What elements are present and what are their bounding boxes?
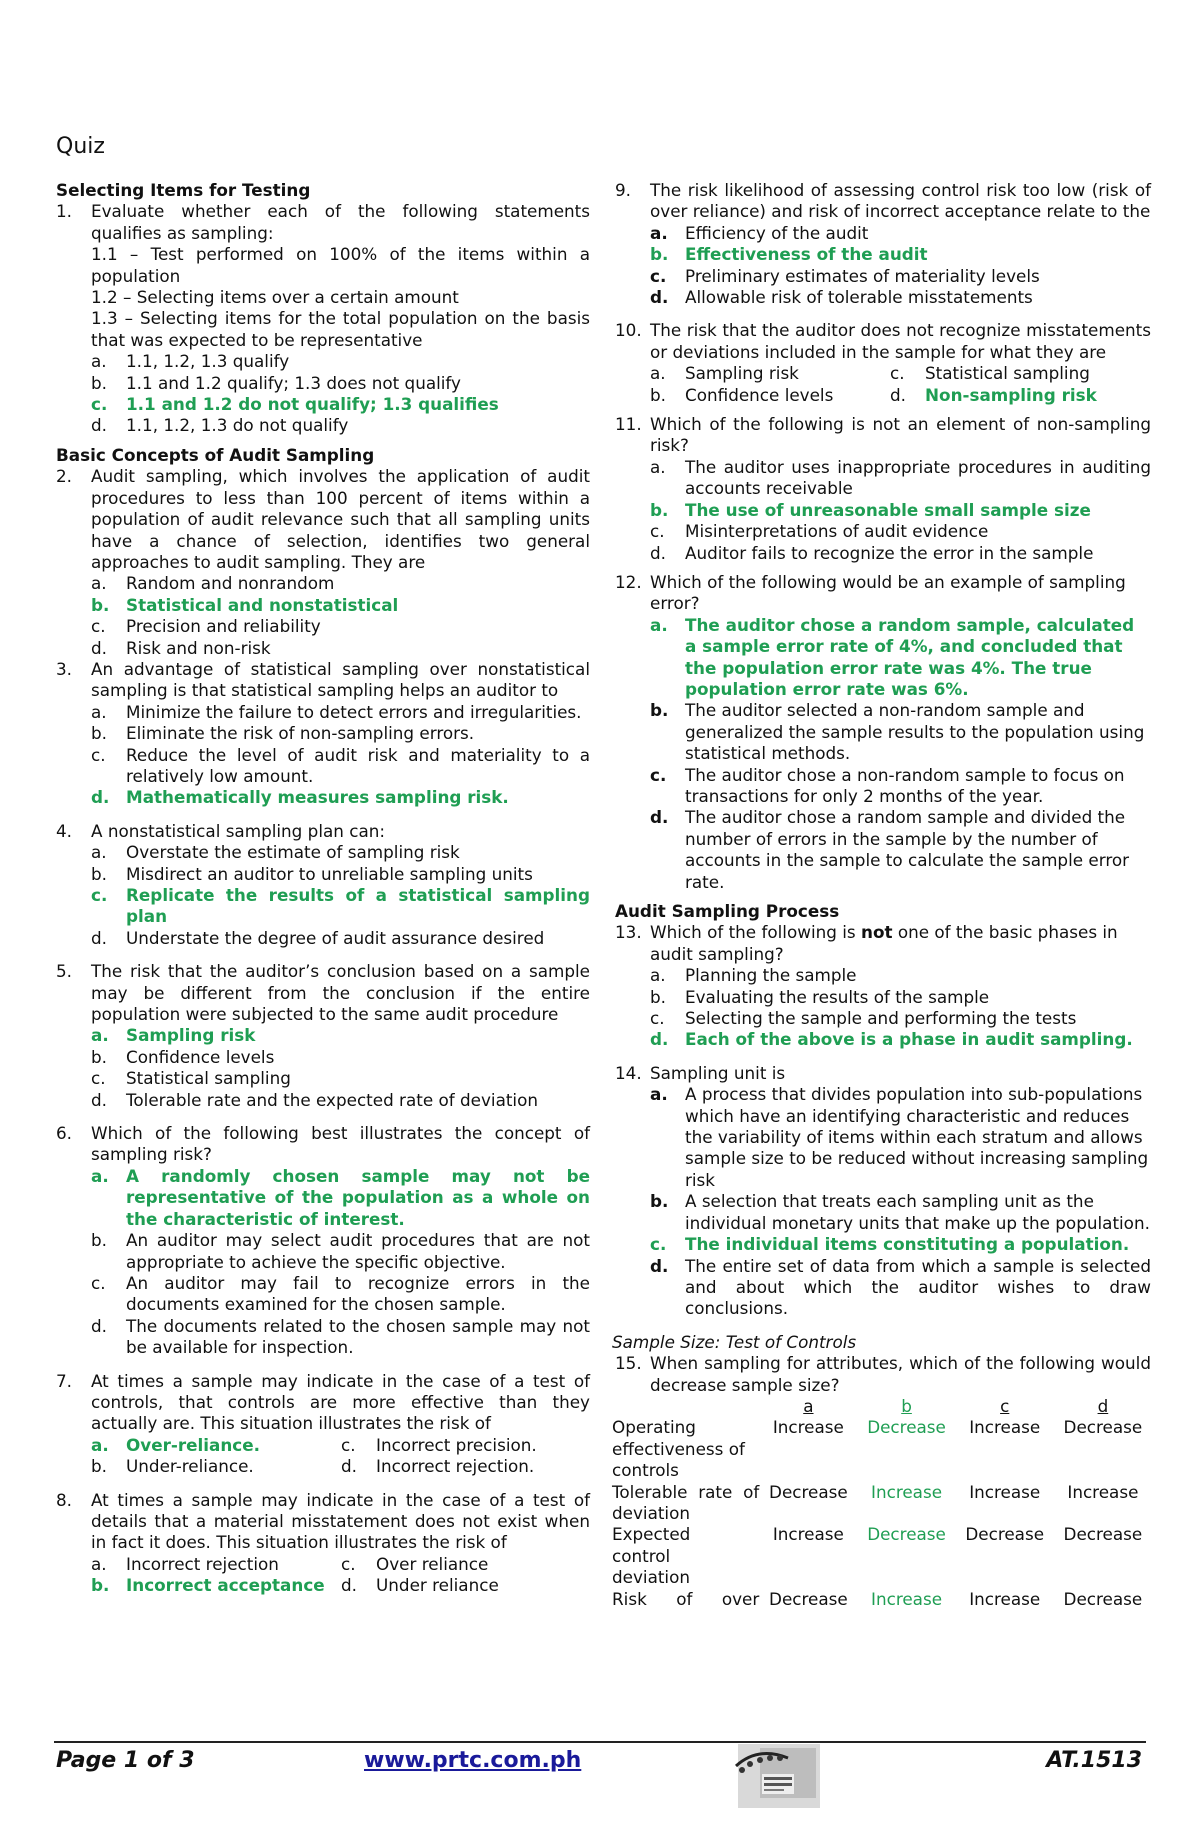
option: d. Tolerable rate and the expected rate of deviation <box>91 1089 538 1110</box>
option: b. 1.1 and 1.2 qualify; 1.3 does not qualify <box>91 372 461 393</box>
page-title: Quiz <box>56 134 105 159</box>
option: d. 1.1, 1.2, 1.3 do not qualify <box>91 415 349 436</box>
question-15: 15. When sampling for attributes, which of the following would decrease sample size? <box>615 1353 1151 1395</box>
option: d. The entire set of data from which a sample is selected and about which the auditor wishes to draw conclusions. <box>650 1255 1151 1319</box>
question-9: 9. The risk likelihood of assessing control risk too low (risk of over reliance) and risk of incorrect acceptance relate to the <box>615 180 1151 222</box>
option-correct: Incorrect acceptance <box>126 1575 325 1596</box>
option: b. The auditor selected a non-random sample and generalized the sample results to the population using statistical methods. <box>650 700 1145 764</box>
option: c. An auditor may fail to recognize errors in the documents examined for the chosen sample. <box>91 1272 590 1315</box>
option: a. Planning the sample <box>650 965 857 986</box>
option-correct: c. The individual items constituting a population. <box>650 1234 1130 1255</box>
option: c. Misinterpretations of audit evidence <box>650 521 989 542</box>
section-heading: Basic Concepts of Audit Sampling <box>56 444 375 465</box>
option: d. The auditor chose a random sample and divided the number of errors in the sample by the number of accounts in the sample to calculate the sample error rate. <box>650 807 1130 892</box>
prtc-logo <box>730 1744 820 1808</box>
option: c. Selecting the sample and performing the tests <box>650 1008 1077 1029</box>
option-correct: c. 1.1 and 1.2 do not qualify; 1.3 qualifies <box>91 394 499 415</box>
section-subheading: Sample Size: Test of Controls <box>612 1331 857 1352</box>
option: c. Precision and reliability <box>91 616 321 637</box>
option: a. The auditor uses inappropriate procedures in auditing accounts receivable <box>650 456 1151 499</box>
option: b. An auditor may select audit procedures that are not appropriate to achieve the specific objective. <box>91 1230 590 1272</box>
table-row: Risk of over Decrease Increase Increase Decrease <box>612 1588 1143 1609</box>
question-8: 8. At times a sample may indicate in the case of a test of details that a material misstatement does not exist when in fact it does. This situation illustrates the risk of <box>56 1489 590 1553</box>
option: d. Allowable risk of tolerable misstatements <box>650 287 1033 308</box>
option: Confidence levels <box>685 384 834 405</box>
option: a. 1.1, 1.2, 1.3 qualify <box>91 351 290 372</box>
option-row: b. Incorrect acceptance d. Under reliance <box>91 1575 499 1596</box>
option-correct: d. Mathematically measures sampling risk. <box>91 787 509 808</box>
question-2: 2. Audit sampling, which involves the application of audit procedures to less than 100 percent of items within a population of audit relevance such that all sampling units have a chance of selection, identifies two general approaches to audit sampling. They are <box>56 466 590 572</box>
option-row: b. Under-reliance. d. Incorrect rejection. <box>91 1456 535 1477</box>
option-correct: Non-sampling risk <box>925 384 1097 405</box>
option-correct: b. Statistical and nonstatistical <box>91 594 399 615</box>
option: a. Minimize the failure to detect errors and irregularities. <box>91 701 582 722</box>
table-header-row: a b c d <box>803 1395 1109 1416</box>
question-5: 5. The risk that the auditor’s conclusion based on a sample may be different from the conclusion if the entire population were subjected to the same audit procedure <box>56 961 590 1025</box>
option-row: a. Sampling risk c. Statistical sampling <box>650 363 1090 384</box>
question-6: 6. Which of the following best illustrates the concept of sampling risk? <box>56 1123 590 1165</box>
option-correct: c. Replicate the results of a statistical sampling plan <box>91 885 590 927</box>
option-correct: d. Each of the above is a phase in audit sampling. <box>650 1029 1133 1050</box>
option: Incorrect precision. <box>376 1434 537 1455</box>
option: b. Eliminate the risk of non-sampling errors. <box>91 723 475 744</box>
course-code: AT.1513 <box>1046 1748 1142 1773</box>
option: d. Auditor fails to recognize the error in the sample <box>650 542 1094 563</box>
option-correct: b. Effectiveness of the audit <box>650 244 928 265</box>
option: Incorrect rejection. <box>376 1456 535 1477</box>
section-heading: Selecting Items for Testing <box>56 180 311 200</box>
question-12: 12. Which of the following would be an example of sampling error? <box>615 571 1126 614</box>
option: a. Efficiency of the audit <box>650 222 869 243</box>
option: a. Overstate the estimate of sampling risk <box>91 842 460 863</box>
option: b. Misdirect an auditor to unreliable sampling units <box>91 863 533 884</box>
option: Under reliance <box>376 1575 499 1596</box>
option-correct: b. The use of unreasonable small sample size <box>650 499 1091 520</box>
option-correct: a. The auditor chose a random sample, calculated a sample error rate of 4%, and concluded that the population error rate was 4%. The true population error rate was 6%. <box>650 614 1135 699</box>
option: c. Statistical sampling <box>91 1068 291 1089</box>
option: b. Evaluating the results of the sample <box>650 986 990 1007</box>
sub-item: 1.1 – Test performed on 100% of the items within a population <box>91 244 590 286</box>
question-3: 3. An advantage of statistical sampling over nonstatistical sampling is that statistical sampling helps an auditor to <box>56 658 590 701</box>
option-correct: a. Sampling risk <box>91 1025 256 1046</box>
footer-divider <box>54 1741 1146 1743</box>
table-row: Tolerable rate of deviation Decrease Increase Increase Increase <box>612 1481 1139 1523</box>
option: Over reliance <box>376 1553 489 1574</box>
right-column <box>612 180 1151 1610</box>
question-7: 7. At times a sample may indicate in the case of a test of controls, that controls are more effective than they actually are. This situation illustrates the risk of <box>56 1370 590 1434</box>
question-1: 1. Evaluate whether each of the following statements qualifies as sampling: <box>56 201 590 243</box>
option: a. Random and nonrandom <box>91 573 335 594</box>
left-column <box>56 180 590 1597</box>
option: Incorrect rejection <box>126 1553 279 1574</box>
question-10: 10. The risk that the auditor does not recognize misstatements or deviations included in the sample for what they are <box>615 320 1151 362</box>
option: c. Reduce the level of audit risk and materiality to a relatively low amount. <box>91 744 590 786</box>
option: d. Risk and non-risk <box>91 637 271 658</box>
option: d. The documents related to the chosen sample may not be available for inspection. <box>91 1315 590 1358</box>
option: d. Understate the degree of audit assurance desired <box>91 927 545 948</box>
option: Statistical sampling <box>925 363 1090 384</box>
option: b. Confidence levels <box>91 1046 275 1067</box>
option: c. The auditor chose a non-random sample to focus on transactions for only 2 months of the year. <box>650 764 1125 806</box>
table-row: Operating effectiveness of controls Increase Decrease Increase Decrease <box>612 1417 1143 1481</box>
option: a. A process that divides population into sub-populations which have an identifying characteristic and reduces the variability of items within each stratum and allows sample size to be reduced without increasing sampling risk <box>650 1084 1149 1190</box>
option: Under-reliance. <box>126 1456 254 1477</box>
option: c. Preliminary estimates of materiality levels <box>650 265 1040 286</box>
question-14: 14. Sampling unit is <box>615 1062 786 1083</box>
option-correct: a. A randomly chosen sample may not be representative of the population as a whole on the characteristic of interest. <box>91 1165 590 1229</box>
option-row: a. Over-reliance. c. Incorrect precision. <box>91 1434 537 1455</box>
sub-item: 1.2 – Selecting items over a certain amount <box>91 287 459 308</box>
table-row: Expected control deviation Increase Decrease Decrease Decrease <box>612 1524 1143 1588</box>
option: Sampling risk <box>685 363 799 384</box>
answer-table <box>612 1396 1152 1610</box>
question-11: 11. Which of the following is not an element of non-sampling risk? <box>615 414 1151 456</box>
section-heading: Audit Sampling Process <box>615 901 840 921</box>
question-4: 4. A nonstatistical sampling plan can: <box>56 820 386 841</box>
option: b. A selection that treats each sampling unit as the individual monetary units that make up the population. <box>650 1191 1150 1233</box>
page-number: Page 1 of 3 <box>56 1748 195 1773</box>
option-correct: Over-reliance. <box>126 1434 260 1455</box>
question-13: 13. Which of the following is not one of the basic phases in audit sampling? <box>615 922 1118 964</box>
website-link[interactable]: www.prtc.com.ph <box>364 1748 582 1773</box>
sub-item: 1.3 – Selecting items for the total population on the basis that was expected to be representative <box>91 308 590 350</box>
option-row: a. Incorrect rejection c. Over reliance <box>91 1553 489 1574</box>
option-row: b. Confidence levels d. Non-sampling risk <box>650 384 1097 405</box>
